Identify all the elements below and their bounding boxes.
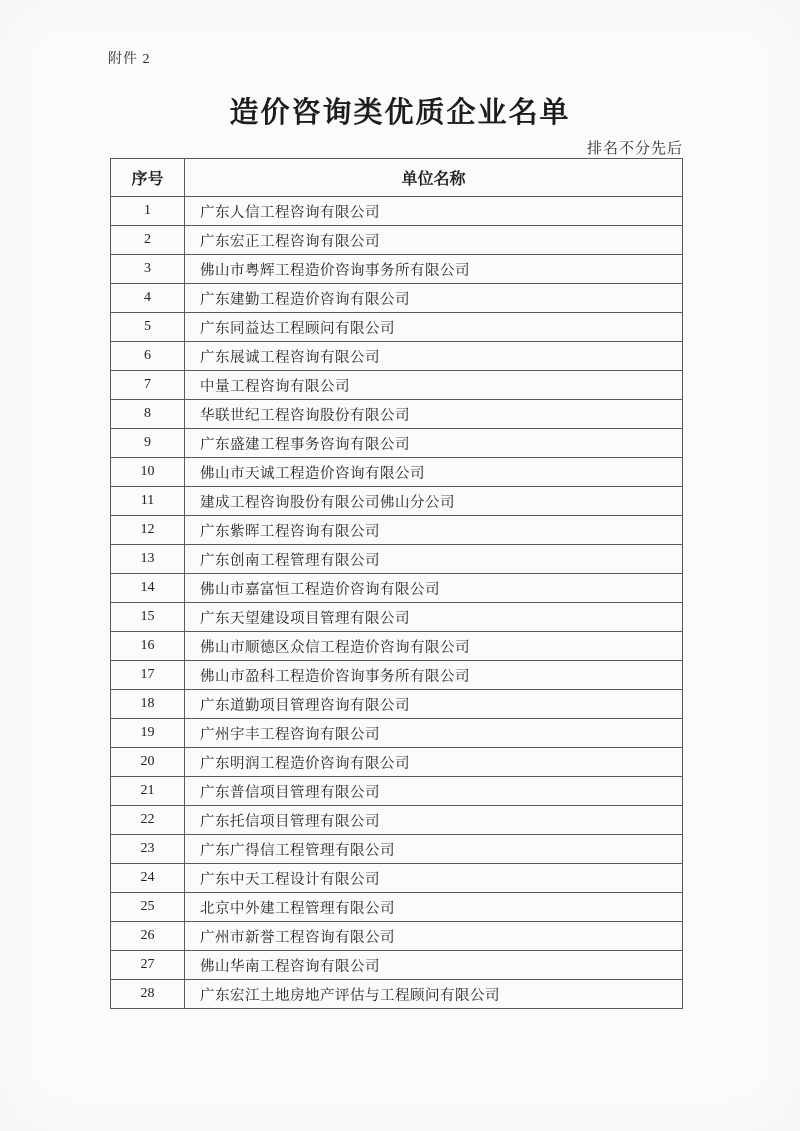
table-row <box>111 951 683 980</box>
company-name-cell: 中量工程咨询有限公司 <box>185 371 683 400</box>
company-name-cell: 广东创南工程管理有限公司 <box>185 545 683 574</box>
table-row <box>111 806 683 835</box>
company-name-cell: 广东宏正工程咨询有限公司 <box>185 226 683 255</box>
company-name-cell: 佛山市顺德区众信工程造价咨询有限公司 <box>185 632 683 661</box>
table-row <box>111 516 683 545</box>
company-name-cell: 北京中外建工程管理有限公司 <box>185 893 683 922</box>
table-row <box>111 777 683 806</box>
serial-number-cell: 8 <box>111 400 185 429</box>
serial-number-cell: 20 <box>111 748 185 777</box>
table-row <box>111 719 683 748</box>
serial-number-cell: 23 <box>111 835 185 864</box>
company-name-cell: 佛山市盈科工程造价咨询事务所有限公司 <box>185 661 683 690</box>
serial-number-cell: 14 <box>111 574 185 603</box>
company-name-cell: 佛山市嘉富恒工程造价咨询有限公司 <box>185 574 683 603</box>
serial-number-cell: 25 <box>111 893 185 922</box>
page-title: 造价咨询类优质企业名单 <box>229 97 571 129</box>
table-row <box>111 226 683 255</box>
table-row <box>111 458 683 487</box>
table-row <box>111 545 683 574</box>
company-name-cell: 广东广得信工程管理有限公司 <box>185 835 683 864</box>
table-row <box>111 255 683 284</box>
company-name-cell: 广东展诚工程咨询有限公司 <box>185 342 683 371</box>
serial-number-cell: 12 <box>111 516 185 545</box>
company-name-cell: 广东中天工程设计有限公司 <box>185 864 683 893</box>
serial-number-cell: 17 <box>111 661 185 690</box>
company-name-cell: 广东建勤工程造价咨询有限公司 <box>185 284 683 313</box>
company-name-cell: 广东盛建工程事务咨询有限公司 <box>185 429 683 458</box>
table-row <box>111 922 683 951</box>
table-row <box>111 574 683 603</box>
serial-number-cell: 21 <box>111 777 185 806</box>
company-name-cell: 广东托信项目管理有限公司 <box>185 806 683 835</box>
table-body <box>111 197 683 1009</box>
attachment-label: 附件 2 <box>108 52 151 67</box>
serial-number-cell: 2 <box>111 226 185 255</box>
table-row <box>111 400 683 429</box>
company-name-cell: 广东同益达工程顾问有限公司 <box>185 313 683 342</box>
serial-number-cell: 27 <box>111 951 185 980</box>
serial-number-cell: 11 <box>111 487 185 516</box>
table-row <box>111 313 683 342</box>
table-row <box>111 284 683 313</box>
table-row <box>111 748 683 777</box>
table-row <box>111 603 683 632</box>
serial-number-cell: 16 <box>111 632 185 661</box>
table-row <box>111 893 683 922</box>
table-row <box>111 487 683 516</box>
company-table <box>110 158 683 1009</box>
table-row <box>111 690 683 719</box>
company-name-cell: 广州宇丰工程咨询有限公司 <box>185 719 683 748</box>
table-row <box>111 371 683 400</box>
company-name-cell: 广东紫晖工程咨询有限公司 <box>185 516 683 545</box>
serial-number-cell: 4 <box>111 284 185 313</box>
serial-number-cell: 6 <box>111 342 185 371</box>
serial-number-cell: 28 <box>111 980 185 1009</box>
table-row <box>111 342 683 371</box>
table-row <box>111 429 683 458</box>
serial-number-cell: 13 <box>111 545 185 574</box>
serial-number-cell: 9 <box>111 429 185 458</box>
company-name-cell: 佛山华南工程咨询有限公司 <box>185 951 683 980</box>
rank-note: 排名不分先后 <box>586 141 683 157</box>
serial-number-cell: 24 <box>111 864 185 893</box>
company-name-cell: 华联世纪工程咨询股份有限公司 <box>185 400 683 429</box>
header-company-name: 单位名称 <box>185 159 683 197</box>
company-name-cell: 广东宏江土地房地产评估与工程顾问有限公司 <box>185 980 683 1009</box>
company-name-cell: 广东普信项目管理有限公司 <box>185 777 683 806</box>
serial-number-cell: 22 <box>111 806 185 835</box>
company-name-cell: 广州市新誉工程咨询有限公司 <box>185 922 683 951</box>
company-name-cell: 佛山市天诚工程造价咨询有限公司 <box>185 458 683 487</box>
table-row <box>111 835 683 864</box>
serial-number-cell: 1 <box>111 197 185 226</box>
table-row <box>111 197 683 226</box>
serial-number-cell: 19 <box>111 719 185 748</box>
company-name-cell: 广东道勤项目管理咨询有限公司 <box>185 690 683 719</box>
header-serial-number: 序号 <box>111 159 185 197</box>
serial-number-cell: 18 <box>111 690 185 719</box>
serial-number-cell: 7 <box>111 371 185 400</box>
company-name-cell: 广东天望建设项目管理有限公司 <box>185 603 683 632</box>
table-row <box>111 980 683 1009</box>
company-name-cell: 建成工程咨询股份有限公司佛山分公司 <box>185 487 683 516</box>
serial-number-cell: 5 <box>111 313 185 342</box>
table-header-row <box>111 159 683 197</box>
serial-number-cell: 10 <box>111 458 185 487</box>
company-name-cell: 广东人信工程咨询有限公司 <box>185 197 683 226</box>
serial-number-cell: 3 <box>111 255 185 284</box>
company-name-cell: 佛山市粤辉工程造价咨询事务所有限公司 <box>185 255 683 284</box>
serial-number-cell: 15 <box>111 603 185 632</box>
company-name-cell: 广东明润工程造价咨询有限公司 <box>185 748 683 777</box>
serial-number-cell: 26 <box>111 922 185 951</box>
table-row <box>111 632 683 661</box>
table-row <box>111 864 683 893</box>
table-row <box>111 661 683 690</box>
